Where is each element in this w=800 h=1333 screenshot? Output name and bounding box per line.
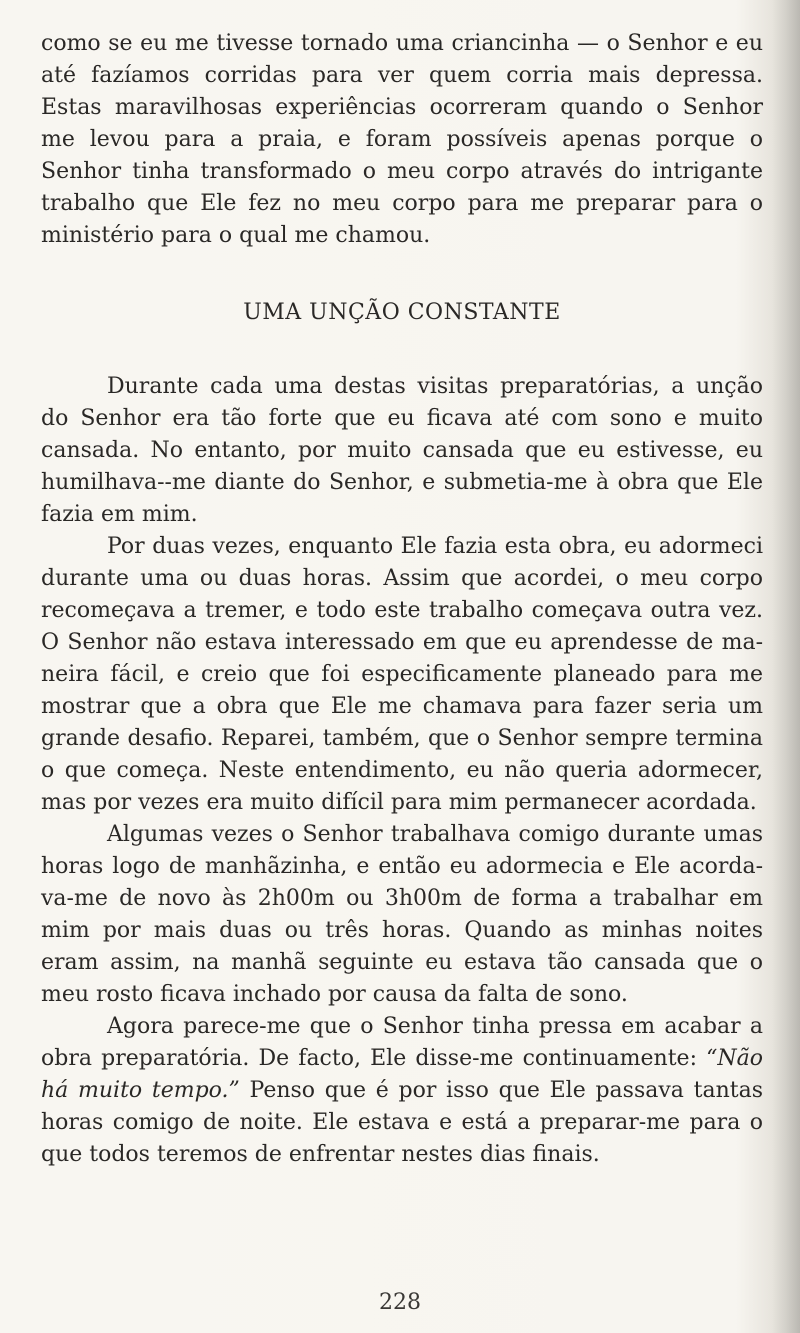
paragraph: Por duas vezes, enquanto Ele fazia esta obra, eu adormeci durante uma ou duas horas. Assim que acordei, o meu corpo recomeçava a tremer, e todo este trabalho começava outra vez. O Senhor não estava interessado em que eu aprendesse de maneira fácil, e creio que foi especificamente planeado para me mostrar que a obra que Ele me chamava para fazer seria um grande desafio. Reparei, também, que o Senhor sempre termina o que começa. Neste entendimento, eu não queria adormecer, mas por vezes era muito difícil para mim permanecer acordada.: [41, 534, 763, 815]
body-text: [41, 28, 763, 1171]
page-gutter-shadow: [772, 0, 800, 1333]
paragraph-text-start: Agora parece-me que o Senhor tinha pressa em acabar a obra preparatória. De facto, Ele disse-me continuamente:: [41, 1014, 763, 1071]
italic-quote: “Não há muito tempo.”: [41, 1046, 763, 1103]
paragraph: [41, 1011, 763, 1171]
paragraph: Algumas vezes o Senhor trabalhava comigo durante umas horas logo de manhãzinha, e então eu adormecia e Ele acordava-me de novo às 2h00m ou 3h00m de forma a trabalhar em mim por mais duas ou três horas. Quando as minhas noites eram assim, na manhã seguinte eu estava tão cansada que o meu rosto ficava inchado por causa da falta de sono.: [41, 822, 763, 1007]
page-number: 228: [379, 1290, 421, 1315]
paragraph-text-end: Penso que é por isso que Ele passava tantas horas comigo de noite. Ele estava e está a preparar-me para o que todos teremos de enfrentar nestes dias finais.: [41, 1078, 763, 1167]
section-heading: UMA UNÇÃO CONSTANTE: [243, 300, 561, 325]
paragraph: Durante cada uma destas visitas preparatórias, a unção do Senhor era tão forte que eu ficava até com sono e muito cansada. No entanto, por muito cansada que eu estivesse, eu humilhava--me diante do Senhor, e submetia-me à obra que Ele fazia em mim.: [41, 374, 763, 527]
paragraph-continued: como se eu me tivesse tornado uma criancinha — o Senhor e eu até fazíamos corridas para ver quem corria mais depressa. Estas maravilhosas experiências ocorreram quando o Senhor me levou para a praia, e foram possíveis apenas porque o Senhor tinha transformado o meu corpo através do intrigante trabalho que Ele fez no meu corpo para me preparar para o ministério para o qual me chamou.: [41, 31, 763, 248]
